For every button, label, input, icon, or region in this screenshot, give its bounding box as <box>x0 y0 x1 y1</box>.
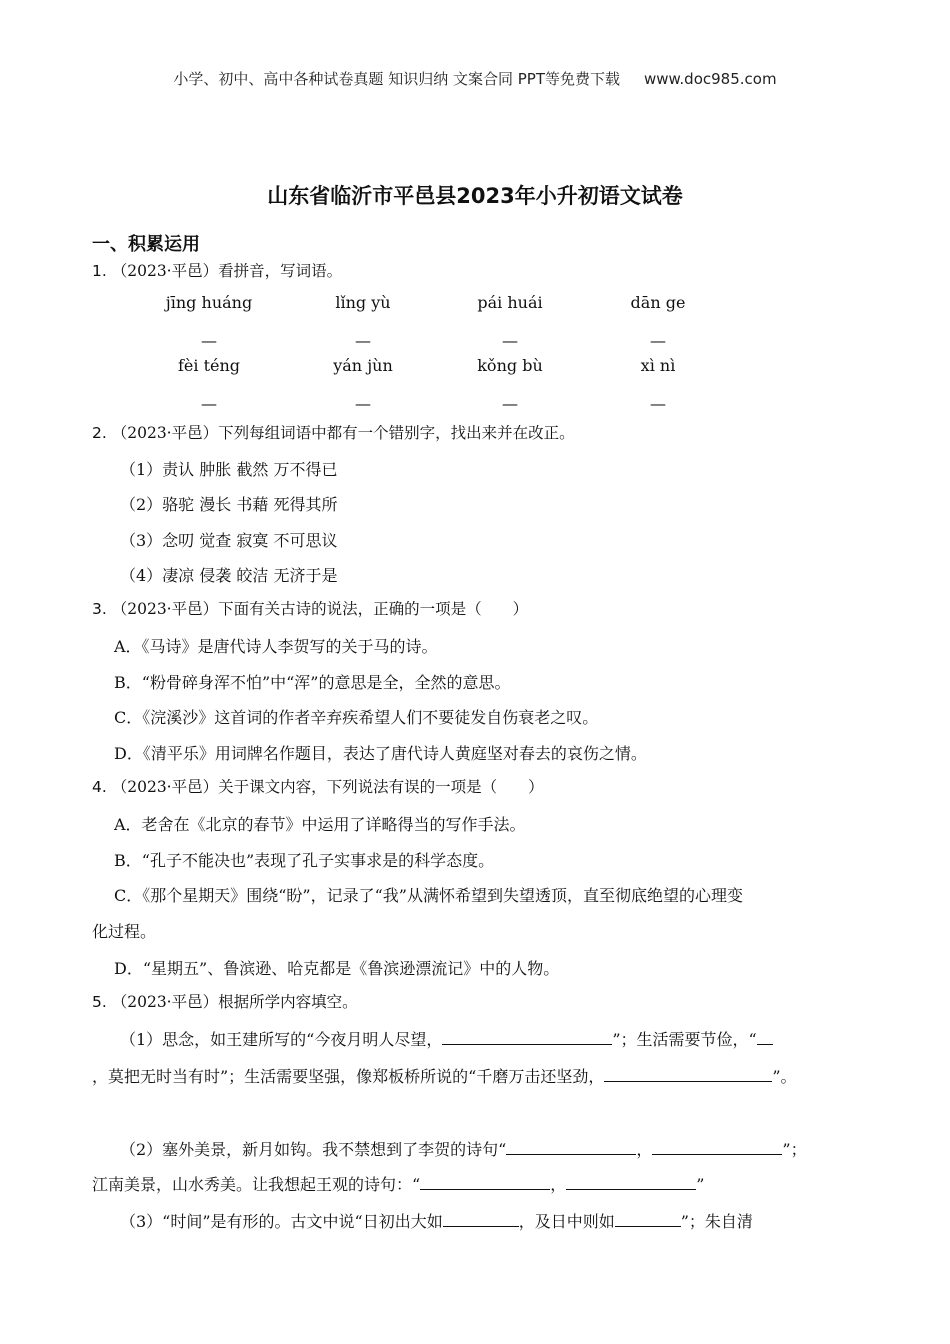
header-url[interactable]: www.doc985.com <box>643 70 777 88</box>
option-d[interactable]: D．《清平乐》用词牌名作题目，表达了唐代诗人黄庭坚对春去的哀伤之情。 <box>114 744 647 763</box>
fill-blank[interactable] <box>757 1029 773 1045</box>
fill-blank[interactable] <box>615 1211 681 1227</box>
word-group: （2）骆驼 漫长 书藉 死得其所 <box>120 495 338 514</box>
fill-line-1a <box>120 1027 773 1050</box>
page-header <box>0 68 950 89</box>
fill-text: （3）“时间”是有形的。古文中说“日初出大如 <box>120 1212 443 1231</box>
fill-line-3 <box>120 1209 753 1232</box>
fill-text: （2）塞外美景，新月如钩。我不禁想到了李贺的诗句“ <box>120 1140 507 1159</box>
pinyin-item: lǐng yù <box>335 293 391 312</box>
fill-blank[interactable] <box>506 1139 636 1155</box>
question-text: （2023·平邑）看拼音，写词语。 <box>111 262 343 280</box>
question-text: （2023·平邑）关于课文内容，下列说法有误的一项是（ ） <box>111 778 544 796</box>
fill-text: ”。 <box>772 1067 797 1086</box>
answer-blank[interactable]: — <box>355 331 371 350</box>
answer-blank[interactable]: — <box>355 394 371 413</box>
option-c[interactable]: C．《浣溪沙》这首词的作者辛弃疾希望人们不要徒发自伤衰老之叹。 <box>114 708 599 727</box>
page-title: 山东省临沂市平邑县2023年小升初语文试卷 <box>267 184 683 208</box>
word-group: （3）念叨 觉查 寂寞 不可思议 <box>120 531 338 550</box>
fill-blank[interactable] <box>442 1029 612 1045</box>
pinyin-item: yán jùn <box>333 356 393 375</box>
fill-text: ， <box>636 1140 653 1159</box>
fill-text: ，莫把无时当有时”；生活需要坚强，像郑板桥所说的“千磨万击还坚劲， <box>92 1067 605 1086</box>
answer-blank[interactable]: — <box>502 394 518 413</box>
fill-line-2b <box>92 1172 704 1195</box>
fill-text: ” <box>696 1175 705 1194</box>
fill-text: 江南美景，山水秀美。让我想起王观的诗句：“ <box>92 1175 421 1194</box>
pinyin-item: pái huái <box>477 293 543 312</box>
fill-text: ”； <box>782 1140 807 1159</box>
question-number: 3. <box>92 600 107 618</box>
pinyin-item: jīng huáng <box>165 293 253 312</box>
fill-text: ”；朱自清 <box>680 1212 753 1231</box>
fill-text: ”；生活需要节俭，“ <box>612 1030 757 1049</box>
question-number: 5. <box>92 993 107 1011</box>
fill-text: ， <box>550 1175 567 1194</box>
question-number: 4. <box>92 778 107 796</box>
option-a[interactable]: A．《马诗》是唐代诗人李贺写的关于马的诗。 <box>114 637 438 656</box>
fill-blank[interactable] <box>604 1066 772 1082</box>
section-heading: 一、积累运用 <box>92 234 200 255</box>
fill-line-1b <box>92 1064 797 1087</box>
answer-blank[interactable]: — <box>201 331 217 350</box>
fill-blank[interactable] <box>652 1139 782 1155</box>
answer-blank[interactable]: — <box>502 331 518 350</box>
option-a[interactable]: A．老舍在《北京的春节》中运用了详略得当的写作手法。 <box>114 815 526 834</box>
option-d[interactable]: D．“星期五”、鲁滨逊、哈克都是《鲁滨逊漂流记》中的人物。 <box>114 959 560 978</box>
question-number: 1. <box>92 262 107 280</box>
fill-text: （1）思念，如王建所写的“今夜月明人尽望， <box>120 1030 443 1049</box>
question-text: （2023·平邑）下列每组词语中都有一个错别字，找出来并在改正。 <box>111 424 575 442</box>
fill-line-2a <box>120 1137 807 1160</box>
option-b[interactable]: B．“孔子不能决也”表现了孔子实事求是的科学态度。 <box>114 851 495 870</box>
option-c-continued: 化过程。 <box>92 922 157 941</box>
fill-blank[interactable] <box>443 1211 519 1227</box>
pinyin-item: kǒng bù <box>477 356 543 375</box>
question-4-stem <box>92 775 544 797</box>
question-text: （2023·平邑）根据所学内容填空。 <box>111 993 358 1011</box>
answer-blank[interactable]: — <box>201 394 217 413</box>
answer-blank[interactable]: — <box>650 394 666 413</box>
option-c[interactable]: C．《那个星期天》围绕“盼”，记录了“我”从满怀希望到失望透顶，直至彻底绝望的心理变 <box>114 886 743 905</box>
question-2-stem <box>92 421 575 443</box>
fill-blank[interactable] <box>566 1174 696 1190</box>
question-number: 2. <box>92 424 107 442</box>
word-group: （4）凄凉 侵袭 皎洁 无济于是 <box>120 566 338 585</box>
header-text: 小学、初中、高中各种试卷真题 知识归纳 文案合同 PPT等免费下载 <box>173 70 620 88</box>
pinyin-item: fèi téng <box>177 356 241 375</box>
fill-text: ，及日中则如 <box>518 1212 615 1231</box>
pinyin-item: dān ge <box>630 293 686 312</box>
fill-blank[interactable] <box>420 1174 550 1190</box>
pinyin-item: xì nì <box>640 356 676 375</box>
question-1-stem <box>92 259 342 281</box>
question-3-stem <box>92 597 528 619</box>
option-b[interactable]: B．“粉骨碎身浑不怕”中“浑”的意思是全，全然的意思。 <box>114 673 511 692</box>
question-5-stem <box>92 990 358 1012</box>
word-group: （1）责认 肿胀 截然 万不得已 <box>120 460 338 479</box>
answer-blank[interactable]: — <box>650 331 666 350</box>
question-text: （2023·平邑）下面有关古诗的说法，正确的一项是（ ） <box>111 600 529 618</box>
